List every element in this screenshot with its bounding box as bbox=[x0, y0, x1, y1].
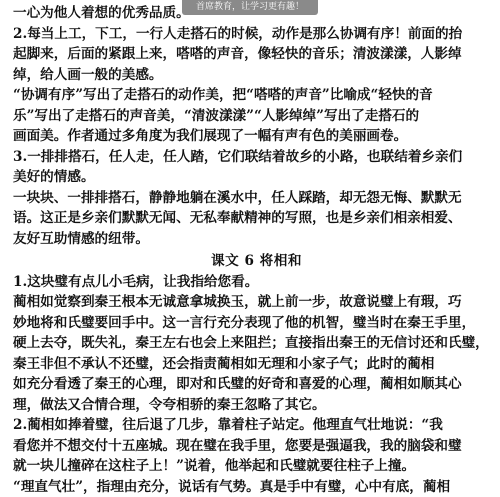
text-line: 就一块儿撞碎在这柱子上！”说着，他举起和氏璧就要往柱子上撞。 bbox=[13, 456, 492, 477]
text-line: 语。这正是乡亲们默默无闻、无私奉献精神的写照，也是乡亲们相亲相爱、 bbox=[13, 208, 492, 229]
text-line: 1.这块璧有点儿小毛病，让我指给您看。 bbox=[13, 272, 492, 293]
text-line: 乐”写出了走搭石的声音美，“清波漾漾”“人影绰绰”写出了走搭石的 bbox=[13, 106, 492, 127]
header-banner: 首席教育，让学习更有趣！ bbox=[182, 0, 318, 15]
text-line: 友好互助情感的纽带。 bbox=[13, 229, 492, 250]
text-line: 2.每当上工，下工，一行人走搭石的时候，动作是那么协调有序！前面的抬 bbox=[13, 24, 492, 45]
text-line: 一块块、一排排搭石，静静地躺在溪水中，任人踩踏，却无怨无悔、默默无 bbox=[13, 188, 492, 209]
text-line: “协调有序”写出了走搭石的动作美，把“嗒嗒的声音”比喻成“轻快的音 bbox=[13, 85, 492, 106]
text-line: 秦王非但不承认不还璧，还会指责蔺相如无理和小家子气；此时的蔺相 bbox=[13, 354, 492, 375]
text-line: 3.一排排搭石，任人走，任人踏，它们联结着故乡的小路，也联结着乡亲们 bbox=[13, 147, 492, 168]
text-line: 美好的情感。 bbox=[13, 167, 492, 188]
text-line: 理，做法又合情合理，令夸相骄的秦王忽略了其它。 bbox=[13, 395, 492, 416]
text-line: 硬上去夺，既失礼，秦王左右也会上来阻拦；直接指出秦王的无信讨还和氏璧， bbox=[13, 333, 492, 354]
document-body bbox=[13, 3, 492, 497]
text-line: 蔺相如觉察到秦王根本无诚意拿城换玉，就上前一步，故意说璧上有瑕，巧 bbox=[13, 292, 492, 313]
text-line: 绰，给人画一般的美感。 bbox=[13, 65, 492, 86]
text-line: 一心为他人着想的优秀品质。 bbox=[13, 3, 492, 24]
text-line: “理直气壮”，指理由充分，说话有气势。真是手中有璧，心中有底，蔺相 bbox=[13, 477, 492, 497]
text-line: 妙地将和氏璧要回手中。这一言行充分表现了他的机智，璧当时在秦王手里， bbox=[13, 313, 492, 334]
text-line: 画面美。作者通过多角度为我们展现了一幅有声有色的美丽画卷。 bbox=[13, 126, 492, 147]
text-line: 如充分看透了秦王的心理，即对和氏璧的好奇和喜爱的心理，蔺相如顺其心 bbox=[13, 374, 492, 395]
lesson-title: 课文 6 将相和 bbox=[13, 251, 492, 272]
text-line: 2.蔺相如捧着璧，往后退了几步，靠着柱子站定。他理直气壮地说：“我 bbox=[13, 415, 492, 436]
text-line: 起脚来，后面的紧跟上来，嗒嗒的声音，像轻快的音乐；清波漾漾，人影绰 bbox=[13, 44, 492, 65]
text-line: 看您并不想交付十五座城。现在璧在我手里，您要是强逼我，我的脑袋和璧 bbox=[13, 436, 492, 457]
